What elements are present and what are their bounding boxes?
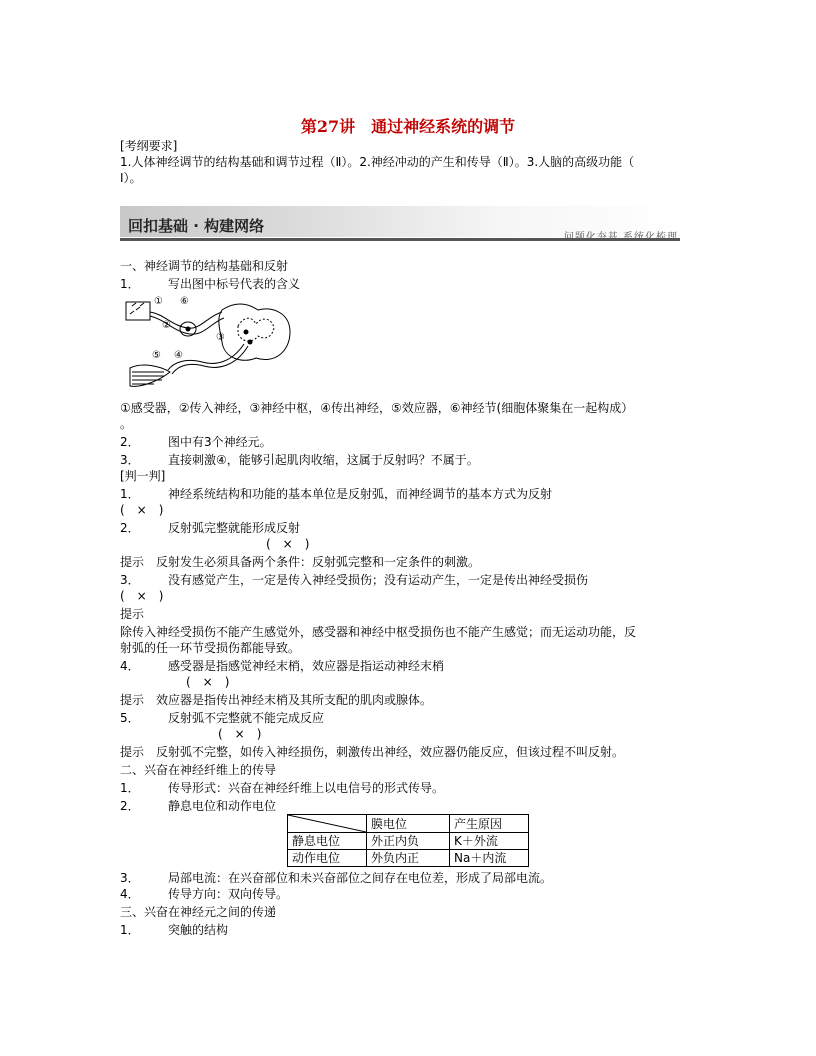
s2-item-1 — [120, 780, 444, 796]
judge-4-tip: 提示 效应器是指传出神经末梢及其所支配的肌肉或腺体。 — [120, 693, 433, 707]
judge-4-answer: ( × ) — [186, 675, 230, 689]
section1-heading: 一、神经调节的结构基础和反射 — [120, 259, 289, 273]
table-cell: 外负内正 — [367, 850, 450, 867]
judge-5-tip: 提示 反射弧不完整，如传入神经损伤，刺激传出神经，效应器仍能反应，但该过程不叫反射。 — [120, 745, 625, 759]
judge-2-answer: ( × ) — [266, 537, 310, 551]
efferent-nerve-outline — [172, 346, 248, 374]
table-row — [288, 833, 529, 850]
q1-number: 1． — [120, 277, 140, 291]
table-header-cell: 膜电位 — [367, 815, 450, 833]
judge-2-tip: 提示 反射发生必须具备两个条件：反射弧完整和一定条件的刺激。 — [120, 555, 481, 569]
s3-item-1-text: 突触的结构 — [168, 923, 229, 937]
judge-5-text: 反射弧不完整就不能完成反应 — [168, 711, 325, 725]
section3-heading: 三、兴奋在神经元之间的传递 — [120, 905, 277, 919]
table-cell: 静息电位 — [288, 833, 367, 850]
q3-number: 3． — [120, 453, 140, 467]
diagram-label-6: ⑥ — [180, 296, 189, 307]
s2-item-3 — [120, 870, 552, 886]
spinal-cord — [219, 304, 290, 360]
section2-heading: 二、兴奋在神经纤维上的传导 — [120, 763, 277, 777]
table-header-cell: 产生原因 — [450, 815, 529, 833]
diagram-label-5: ⑤ — [152, 350, 161, 361]
outline-line-1: 1.人体神经调节的结构基础和调节过程（Ⅱ）。2.神经冲动的产生和传导（Ⅱ）。3.人脑的高级功能（ — [120, 155, 635, 169]
s2-item-2-number: 2． — [120, 799, 140, 813]
motor-neuron-cell-body — [248, 340, 253, 345]
s3-item-1 — [120, 922, 228, 938]
s2-item-1-number: 1． — [120, 781, 140, 795]
receptor-skin — [126, 302, 150, 320]
judge-5 — [120, 710, 324, 726]
s2-item-4 — [120, 886, 288, 902]
muscle-fibers — [132, 372, 164, 384]
table-corner-cell — [288, 815, 367, 833]
judge-header: [判一判] — [120, 469, 166, 483]
s3-item-1-number: 1． — [120, 923, 140, 937]
interneuron-cell-body — [244, 330, 249, 335]
q1-answer-line-1: ①感受器，②传入神经，③神经中枢，④传出神经，⑤效应器，⑥神经节(细胞体聚集在一起构成） — [120, 401, 634, 415]
judge-3 — [120, 572, 588, 588]
judge-1-number: 1． — [120, 487, 140, 501]
judge-4 — [120, 658, 444, 674]
s2-item-1-text: 传导形式：兴奋在神经纤维上以电信号的形式传导。 — [168, 781, 445, 795]
q2-number: 2． — [120, 435, 140, 449]
table-cell: K＋外流 — [450, 833, 529, 850]
s2-item-3-number: 3． — [120, 871, 140, 885]
judge-2-number: 2． — [120, 521, 140, 535]
diagonal-line — [288, 815, 366, 832]
s2-item-2-text: 静息电位和动作电位 — [168, 799, 277, 813]
judge-5-answer: ( × ) — [218, 727, 262, 741]
judge-3-number: 3． — [120, 573, 140, 587]
q1-item — [120, 276, 300, 292]
q2-text: 图中有3个神经元。 — [168, 435, 272, 449]
table-cell: Na＋内流 — [450, 850, 529, 867]
page-title: 第27讲 通过神经系统的调节 — [300, 117, 516, 136]
judge-4-number: 4． — [120, 659, 140, 673]
judge-4-text: 感受器是指感觉神经末梢，效应器是指运动神经末梢 — [168, 659, 445, 673]
s2-item-2 — [120, 798, 276, 814]
judge-1 — [120, 486, 552, 502]
judge-3-tip-line-2: 射弧的任一环节受损伤都能导致。 — [120, 641, 301, 655]
judge-2-text: 反射弧完整就能形成反射 — [168, 521, 301, 535]
judge-5-number: 5． — [120, 711, 140, 725]
skin-texture — [130, 303, 144, 314]
diagram-label-1: ① — [154, 296, 163, 307]
q3-text: 直接刺激④，能够引起肌肉收缩，这属于反射吗？不属于。 — [168, 453, 479, 467]
q2-item — [120, 434, 272, 450]
judge-3-text: 没有感觉产生，一定是传入神经受损伤；没有运动产生，一定是传出神经受损伤 — [168, 573, 589, 587]
judge-3-tip-label: 提示 — [120, 607, 145, 621]
banner-subtitle: 问题化夯基 系统化梳理 — [563, 232, 678, 243]
diagram-label-4: ④ — [174, 350, 183, 361]
q3-item — [120, 452, 479, 468]
judge-3-answer: ( × ) — [120, 589, 164, 603]
judge-1-text: 神经系统结构和功能的基本单位是反射弧，而神经调节的基本方式为反射 — [168, 487, 553, 501]
judge-2 — [120, 520, 300, 536]
s2-item-4-number: 4． — [120, 887, 140, 901]
diagram-label-3: ③ — [216, 332, 225, 343]
table-header-row — [288, 815, 529, 833]
outline-line-2: Ⅰ）。 — [120, 171, 142, 185]
q1-text: 写出图中标号代表的含义 — [168, 277, 301, 291]
s2-item-4-text: 传导方向：双向传导。 — [168, 887, 289, 901]
table-cell: 动作电位 — [288, 850, 367, 867]
reflex-arc-diagram — [124, 292, 300, 392]
banner-title: 回扣基础 · 构建网络 — [128, 217, 265, 235]
s2-item-3-text: 局部电流：在兴奋部位和未兴奋部位之间存在电位差，形成了局部电流。 — [168, 871, 553, 885]
table-row — [288, 850, 529, 867]
table-cell: 外正内负 — [367, 833, 450, 850]
gray-matter — [238, 318, 274, 341]
diagram-label-2: ② — [162, 320, 171, 331]
q1-answer-line-2: 。 — [120, 417, 133, 431]
judge-1-answer: ( × ) — [120, 503, 164, 517]
ganglion-cell-body — [186, 327, 191, 332]
outline-header: [考纲要求] — [120, 139, 178, 153]
potential-table — [287, 814, 529, 867]
judge-3-tip-line-1: 除传入神经受损伤不能产生感觉外，感受器和神经中枢受损伤也不能产生感觉；而无运动功能，反 — [120, 625, 637, 639]
section-banner — [120, 206, 680, 242]
